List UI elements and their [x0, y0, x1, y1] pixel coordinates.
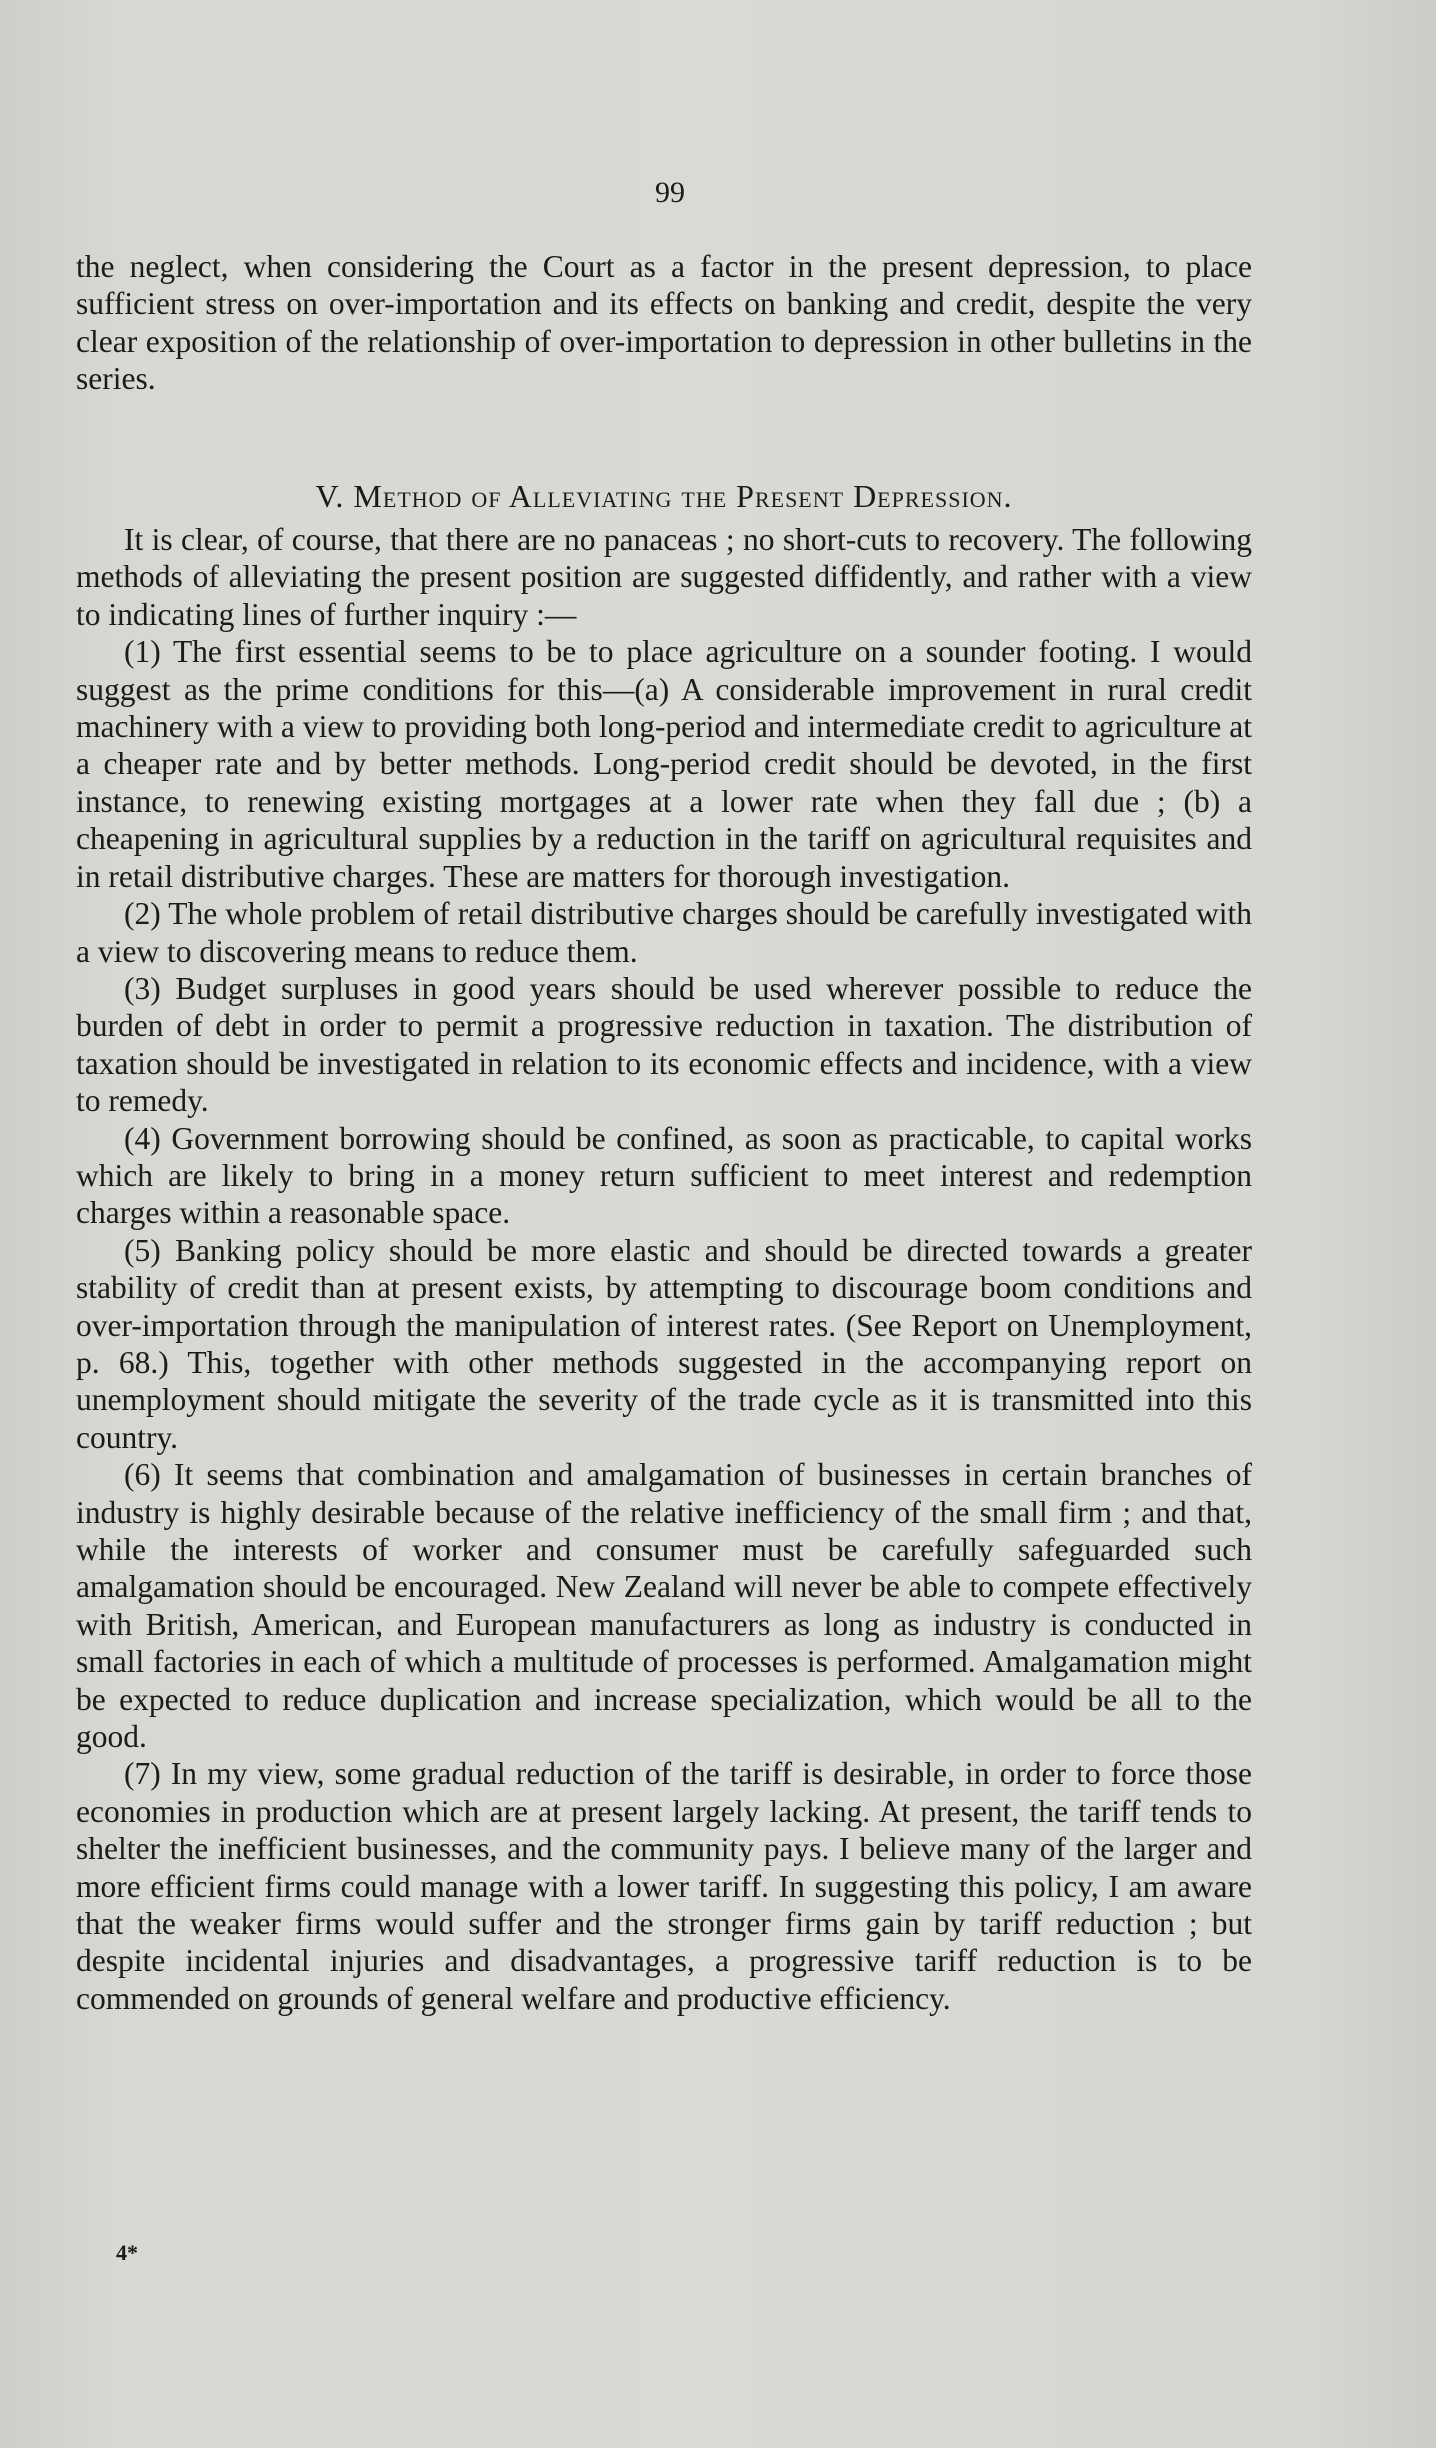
page-number: 99 — [655, 176, 685, 209]
paragraph-1: (1) The first essential seems to be to place agriculture on a sounder footing. I would suggest as the prime conditions for this—(a) A considerable improvement in rural credit machinery with a view to providing both long-period and intermediate credit to agriculture at a cheaper rate and by better methods. Long-period credit should be devoted, in the first instance, to renewing existing mortgages at a lower rate when they fall due ; (b) a cheapening in agricultural supplies by a reduction in the tariff on agricultural requisites and in retail distributive charges. These are matters for thorough investigation. — [76, 634, 1252, 894]
paragraph-2: (2) The whole problem of retail distributive charges should be carefully investigated with a view to discovering means to reduce them. — [76, 896, 1252, 969]
paragraph-5: (5) Banking policy should be more elastic and should be directed towards a greater stability of credit than at present exists, by attempting to discourage boom conditions and over-importation through the manipulation of interest rates. (See Report on Unemployment, p. 68.) This, together with other methods suggested in the accompanying report on unemployment should mitigate the severity of the trade cycle as it is transmitted into this country. — [76, 1232, 1252, 1455]
paragraph-6: (6) It seems that combination and amalgamation of businesses in certain branches of industry is highly desirable because of the relative inefficiency of the small firm ; and that, while the interests of worker and consumer must be carefully safeguarded such amalgamation should be encouraged. New Zealand will never be able to compete effectively with British, American, and European manufacturers as long as industry is conducted in small factories in each of which a multitude of processes is performed. Amalgamation might be expected to reduce duplication and increase specialization, which would be all to the good. — [76, 1457, 1252, 1755]
intro-paragraph: the neglect, when considering the Court as a factor in the present depression, to place sufficient stress on over-importation and its effects on banking and credit, despite the very clear exposition of the relationship of over-importation to depression in other bulletins in the series. — [76, 249, 1252, 397]
paragraph-3: (3) Budget surpluses in good years should be used wherever possible to reduce the burden of debt in order to permit a progressive reduction in taxation. The distribution of taxation should be investigated in relation to its economic effects and incidence, with a view to remedy. — [76, 970, 1252, 1119]
paragraph-7: (7) In my view, some gradual reduction of the tariff is desirable, in order to force those economies in production which are at present largely lacking. At present, the tariff tends to shelter the inefficient businesses, and the community pays. I believe many of the larger and more efficient firms could manage with a lower tariff. In suggesting this policy, I am aware that the weaker firms would suffer and the stronger firms gain by tariff reduction ; but despite incidental injuries and disadvantages, a progressive tariff reduction is to be commended on grounds of general welfare and productive efficiency. — [76, 1756, 1252, 2016]
paragraph-4: (4) Government borrowing should be confined, as soon as practicable, to capital works which are likely to bring in a money return sufficient to meet interest and redemption charges within a reasonable space. — [76, 1120, 1252, 1231]
signature-mark: 4* — [116, 2240, 138, 2265]
section-heading: V. Method of Alleviating the Present Depression. — [315, 477, 1013, 514]
body-text — [76, 248, 1252, 2017]
paragraph-0: It is clear, of course, that there are no panaceas ; no short-cuts to recovery. The following methods of alleviating the present position are suggested diffidently, and rather with a view to indicating lines of further inquiry :— — [76, 522, 1252, 632]
